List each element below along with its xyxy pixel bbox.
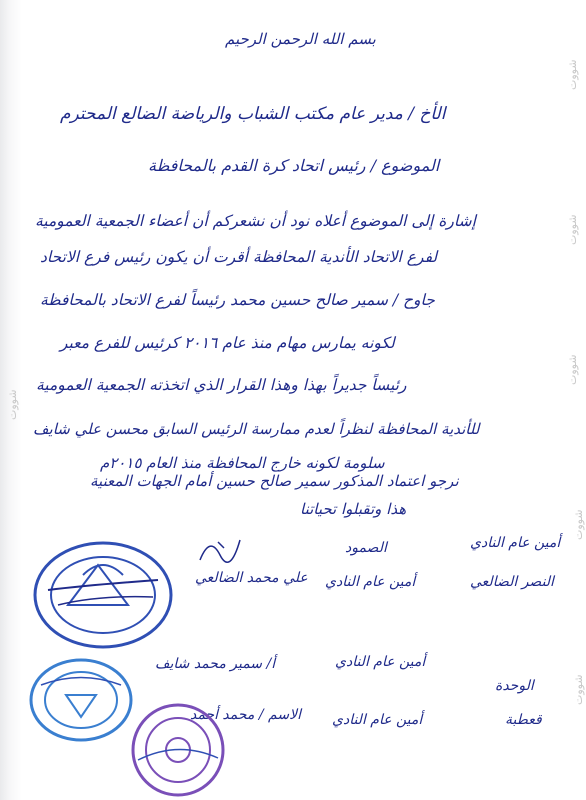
signature-scribble	[190, 530, 250, 570]
body-line: لكونه يمارس مهام منذ عام ٢٠١٦ كرئيس للفرع معبر	[60, 334, 395, 352]
body-line: جاوح / سمير صالح حسين محمد رئيساً لفرع الاتحاد بالمحافظة	[40, 291, 435, 309]
watermark: شووت	[572, 509, 585, 540]
watermark: شووت	[572, 674, 585, 705]
signature-name: أ/ سمير محمد شايف	[155, 656, 276, 672]
club-stamp	[28, 535, 178, 655]
signature-name: النصر الضالعي	[470, 574, 554, 590]
signature-name: الاسم / محمد أحمد	[190, 707, 301, 723]
body-line: للأندية المحافظة لنظراً لعدم ممارسة الرئيس السابق محسن علي شايف	[33, 420, 480, 438]
addressee-line: الأخ / مدير عام مكتب الشباب والرياضة الضالع المحترم	[60, 104, 446, 124]
signature-title: الوحدة	[495, 678, 534, 694]
basmala: بسم الله الرحمن الرحيم	[225, 30, 376, 48]
watermark: شووت	[566, 214, 579, 245]
signature-title: قعطبة	[505, 712, 542, 728]
watermark: شووت	[566, 354, 579, 385]
body-line: سلومة لكونه خارج المحافظة منذ العام ٢٠١٥م	[100, 454, 385, 472]
body-line: لفرع الاتحاد الأندية المحافظة أقرت أن يكون رئيس فرع الاتحاد	[40, 248, 438, 266]
body-line: رئيساً جديراً بهذا وهذا القرار الذي اتخذته الجمعية العمومية	[36, 376, 407, 394]
body-line: إشارة إلى الموضوع أعلاه نود أن نشعركم أن أعضاء الجمعية العمومية	[35, 212, 476, 230]
body-line: نرجو اعتماد المذكور سمير صالح حسين أمام الجهات المعنية	[90, 472, 459, 490]
watermark: شووت	[6, 389, 19, 420]
signature-title: أمين عام النادي	[470, 535, 561, 551]
body-line: هذا وتقبلوا تحياتنا	[300, 500, 407, 518]
republic-stamp	[128, 700, 228, 800]
signature-name: أمين عام النادي	[332, 712, 423, 728]
signature-name: أمين عام النادي	[325, 574, 416, 590]
governorate-stamp	[26, 655, 136, 745]
signature-name: أمين عام النادي	[335, 654, 426, 670]
watermark: شووت	[566, 59, 579, 90]
subject-line: الموضوع / رئيس اتحاد كرة القدم بالمحافظة	[148, 156, 440, 175]
signature-name: علي محمد الضالعي	[195, 570, 308, 586]
signature-title: الصمود	[345, 540, 387, 556]
